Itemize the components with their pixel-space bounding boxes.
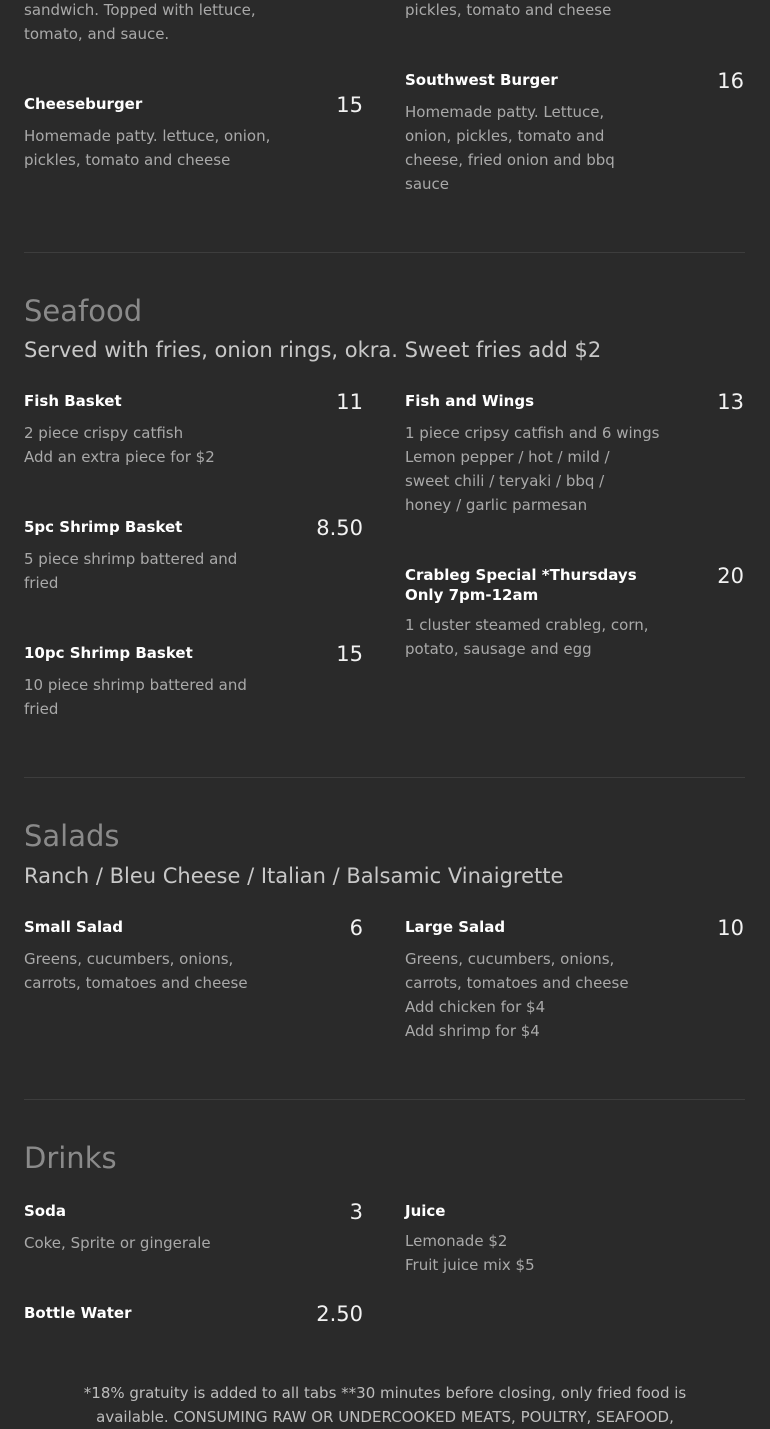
section-title-seafood: Seafood bbox=[24, 294, 143, 328]
menu-item-price: 20 bbox=[717, 564, 744, 588]
item-description: 10 piece shrimp battered and fried bbox=[24, 676, 247, 718]
menu-item-price: 13 bbox=[717, 390, 744, 414]
menu-item-name: Cheeseburger bbox=[24, 95, 143, 113]
section-title-salads: Salads bbox=[24, 819, 120, 853]
menu-item-price: 15 bbox=[336, 642, 363, 666]
menu-item-name: Juice bbox=[405, 1202, 446, 1220]
menu-item-price: 8.50 bbox=[316, 516, 363, 540]
menu-item-price: 16 bbox=[717, 69, 744, 93]
item-description: Greens, cucumbers, onions, carrots, tomatoes and cheese Add chicken for $4 Add shrimp for $4 bbox=[405, 950, 629, 1040]
section-title-drinks: Drinks bbox=[24, 1141, 117, 1175]
menu-item-name: Large Salad bbox=[405, 918, 506, 936]
section-subtitle-seafood: Served with fries, onion rings, okra. Sweet fries add $2 bbox=[24, 338, 602, 362]
item-description: Homemade patty. Lettuce, onion, pickles, tomato and cheese, fried onion and bbq sauce bbox=[405, 103, 615, 193]
item-description: 1 piece cripsy catfish and 6 wings Lemon pepper / hot / mild / sweet chili / teryaki / bbq / honey / garlic parmesan bbox=[405, 424, 660, 514]
item-description: Homemade patty. lettuce, onion, pickles, tomato and cheese bbox=[24, 127, 271, 169]
item-description: Coke, Sprite or gingerale bbox=[24, 1234, 211, 1252]
item-description: Lemonade $2 Fruit juice mix $5 bbox=[405, 1232, 535, 1274]
menu-item-name: Southwest Burger bbox=[405, 71, 558, 89]
menu-item-name: Small Salad bbox=[24, 918, 123, 936]
section-subtitle-salads: Ranch / Bleu Cheese / Italian / Balsamic Vinaigrette bbox=[24, 864, 564, 888]
section-divider bbox=[24, 777, 745, 778]
menu-item-name: 10pc Shrimp Basket bbox=[24, 644, 193, 662]
menu-item-price: 11 bbox=[336, 390, 363, 414]
item-description: Greens, cucumbers, onions, carrots, tomatoes and cheese bbox=[24, 950, 248, 992]
menu-item-price: 15 bbox=[336, 93, 363, 117]
item-description: 5 piece shrimp battered and fried bbox=[24, 550, 238, 592]
item-description: pickles, tomato and cheese bbox=[405, 1, 612, 19]
menu-item-name: 5pc Shrimp Basket bbox=[24, 518, 183, 536]
menu-item-price: 10 bbox=[717, 916, 744, 940]
menu-item-price: 6 bbox=[349, 916, 363, 940]
footer-note: *18% gratuity is added to all tabs **30 minutes before closing, only fried food is available. CONSUMING RAW OR UNDERCOOKED MEATS, POULTRY, SEAFOOD, bbox=[83, 1384, 687, 1426]
menu-item-price: 2.50 bbox=[316, 1302, 363, 1326]
menu-item-name: Soda bbox=[24, 1202, 66, 1220]
section-divider bbox=[24, 252, 745, 253]
menu-item-name: Bottle Water bbox=[24, 1304, 132, 1322]
section-divider bbox=[24, 1099, 745, 1100]
item-description: 2 piece crispy catfish Add an extra piece for $2 bbox=[24, 424, 215, 466]
menu-item-name: Fish and Wings bbox=[405, 392, 535, 410]
item-description: 1 cluster steamed crableg, corn, potato, sausage and egg bbox=[405, 616, 649, 658]
menu-item-price: 3 bbox=[349, 1200, 363, 1224]
item-description: sandwich. Topped with lettuce, tomato, and sauce. bbox=[24, 1, 256, 43]
menu-item-name: Crableg Special *Thursdays Only 7pm-12am bbox=[405, 566, 637, 604]
menu-item-name: Fish Basket bbox=[24, 392, 122, 410]
